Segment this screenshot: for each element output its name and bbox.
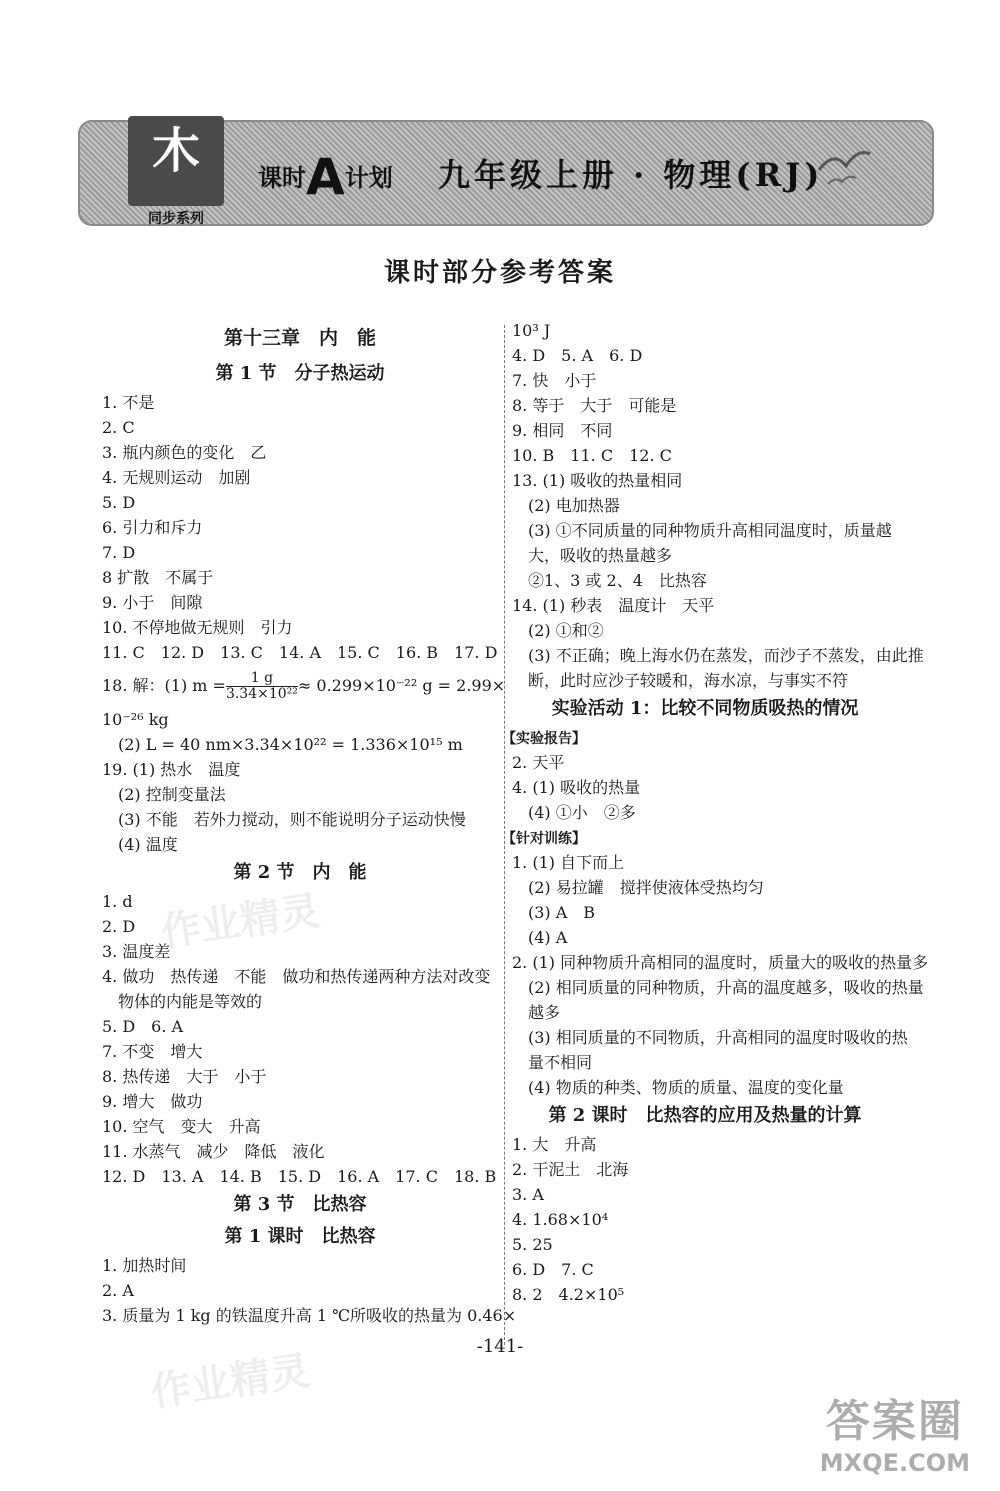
answer-line: 19. (1) 热水 温度 — [102, 760, 241, 779]
answer-line: (4) 物质的种类、物质的质量、温度的变化量 — [528, 1078, 844, 1097]
answer-line: (2) 控制变量法 — [118, 785, 226, 804]
answer-line: 11. 水蒸气 减少 降低 液化 — [102, 1142, 325, 1161]
section-heading: 第 2 课时 比热容的应用及热量的计算 — [548, 1105, 862, 1126]
answer-line: 1. 加热时间 — [102, 1256, 187, 1275]
answer-line: 9. 增大 做功 — [102, 1092, 203, 1111]
answer-line: 10. 不停地做无规则 引力 — [102, 618, 293, 637]
answer-line: 14. (1) 秒表 温度计 天平 — [512, 596, 715, 615]
answer-line: (3) A B — [528, 903, 596, 922]
answer-line: 3. 温度差 — [102, 942, 171, 961]
answer-line: 8. 等于 大于 可能是 — [512, 396, 677, 415]
answer-line: 1. 大 升高 — [512, 1135, 597, 1154]
answer-line: ②1、3 或 2、4 比热容 — [528, 571, 707, 590]
series-pre: 课时 — [258, 164, 306, 192]
answer-line: 3. 瓶内颜色的变化 乙 — [102, 443, 267, 462]
bracket-label-line — [502, 725, 898, 750]
answer-line: 4. 无规则运动 加剧 — [102, 468, 251, 487]
section-heading: 第 1 课时 比热容 — [224, 1226, 376, 1247]
answer-line: 2. 干泥土 北海 — [512, 1160, 629, 1179]
formula-pre: 18. 解：(1) m = — [102, 676, 226, 695]
answer-line: 9. 相同 不同 — [512, 421, 613, 440]
fraction-numerator: 1 g — [226, 671, 298, 687]
answer-line: 2. A — [102, 1281, 134, 1300]
answer-line: 4. D 5. A 6. D — [512, 346, 643, 365]
answer-line: 6. 引力和斥力 — [102, 518, 203, 537]
answer-line: 5. 25 — [512, 1235, 553, 1254]
section-heading: 第 2 节 内 能 — [233, 862, 367, 883]
section-heading: 第 1 节 分子热运动 — [215, 363, 385, 384]
answer-line: 2. 天平 — [512, 753, 565, 772]
answer-line: (2) 易拉罐 搅拌使液体受热均匀 — [528, 878, 764, 897]
answer-line: 量不相同 — [528, 1053, 593, 1072]
bracket-label: 【实验报告】 — [502, 731, 586, 747]
answer-line: 2. (1) 同种物质升高相同的温度时，质量大的吸收的热量多 — [512, 953, 929, 972]
logo-char: 木 — [151, 123, 200, 179]
site-watermark-url: MXQE.COM — [819, 1449, 970, 1477]
answer-line: (3) 相同质量的不同物质，升高相同的温度时吸收的热 — [528, 1028, 908, 1047]
answer-line: (3) 不正确；晚上海水仍在蒸发，而沙子不蒸发，由此推 — [528, 646, 924, 665]
bracket-label: 【针对训练】 — [502, 831, 586, 847]
fraction — [226, 671, 298, 702]
logo-series-label: 同步系列 — [148, 211, 204, 227]
answer-line: (3) 不能 若外力搅动，则不能说明分子运动快慢 — [118, 810, 466, 829]
answer-line: 5. D — [102, 493, 136, 512]
answer-line: 4. 做功 热传递 不能 做功和热传递两种方法对改变 — [102, 967, 491, 986]
answer-line: 8. 2 4.2×10⁵ — [512, 1285, 625, 1304]
answer-line — [102, 665, 506, 707]
answer-line: 3. A — [512, 1185, 544, 1204]
brand-logo — [128, 116, 224, 227]
answer-line: 1. (1) 自下而上 — [512, 853, 625, 872]
series-big-letter: A — [306, 148, 345, 206]
answer-line: 越多 — [528, 1003, 561, 1022]
site-watermark-logo: 答案圈 — [825, 1396, 964, 1447]
answer-line: 9. 小于 间隙 — [102, 593, 203, 612]
header-banner — [78, 120, 934, 226]
answer-line: (2) 电加热器 — [528, 496, 620, 515]
book-title: 九年级上册 · 物理(RJ) — [438, 156, 824, 194]
right-column — [502, 318, 929, 1307]
answer-line: (4) ①小 ②多 — [528, 803, 636, 822]
answer-line: 大，吸收的热量越多 — [528, 546, 673, 565]
answer-line: (3) ①不同质量的同种物质升高相同温度时，质量越 — [528, 521, 892, 540]
answer-line: 6. D 7. C — [512, 1260, 594, 1279]
answer-line: 1. 不是 — [102, 393, 155, 412]
page-number: -141- — [476, 1336, 524, 1357]
answer-line: 物体的内能是等效的 — [118, 992, 263, 1011]
fraction-denominator: 3.34×10²² — [225, 686, 298, 702]
answer-line: 1. d — [102, 892, 133, 911]
answer-line: 13. (1) 吸收的热量相同 — [512, 471, 683, 490]
section-heading: 第 3 节 比热容 — [233, 1194, 367, 1215]
bracket-label-line — [502, 825, 898, 850]
answer-line: 8. 热传递 大于 小于 — [102, 1067, 267, 1086]
answer-line: 8 扩散 不属于 — [102, 568, 214, 587]
chapter-heading: 第十三章 内 能 — [223, 327, 376, 349]
answer-line: 10³ J — [512, 321, 551, 340]
site-watermark — [820, 1385, 970, 1477]
answer-line: 5. D 6. A — [102, 1017, 184, 1036]
answer-line: 10. B 11. C 12. C — [512, 446, 672, 465]
answer-line: 4. (1) 吸收的热量 — [512, 778, 641, 797]
series-post: 计划 — [344, 164, 393, 192]
answer-line: 4. 1.68×10⁴ — [512, 1210, 609, 1229]
watermark-mid: 作业精灵 — [158, 888, 323, 956]
answer-line: (4) A — [528, 928, 568, 947]
answer-line: (2) 相同质量的同种物质，升高的温度越多，吸收的热量 — [528, 978, 924, 997]
answer-line: (4) 温度 — [118, 835, 178, 854]
watermark-bottom: 作业精灵 — [148, 1348, 313, 1416]
answer-line: 11. C 12. D 13. C 14. A 15. C 16. B 17. D — [102, 643, 498, 662]
answer-line: 2. D — [102, 917, 136, 936]
answer-line: 3. 质量为 1 kg 的铁温度升高 1 ℃所吸收的热量为 0.46× — [102, 1306, 517, 1325]
answer-line: (2) ①和② — [528, 621, 604, 640]
left-column — [102, 318, 517, 1328]
answer-line: 7. 快 小于 — [512, 371, 597, 390]
bird-icon — [814, 140, 874, 190]
answer-line: (2) L = 40 nm×3.34×10²² = 1.336×10¹⁵ m — [118, 735, 463, 754]
answer-line: 7. D — [102, 543, 136, 562]
answer-line: 7. 不变 增大 — [102, 1042, 203, 1061]
formula-post: ≈ 0.299×10⁻²² g = 2.99× — [297, 676, 506, 695]
answer-line: 10⁻²⁶ kg — [102, 710, 169, 729]
answer-line: 2. C — [102, 418, 135, 437]
answer-line: 12. D 13. A 14. B 15. D 16. A 17. C 18. B — [102, 1167, 497, 1186]
answer-line: 断，此时应沙子较暖和，海水凉，与事实不符 — [528, 671, 849, 690]
section-heading: 实验活动 1：比较不同物质吸热的情况 — [551, 698, 859, 719]
page-title: 课时部分参考答案 — [383, 258, 616, 288]
answer-line: 10. 空气 变大 升高 — [102, 1117, 261, 1136]
series-name — [258, 148, 393, 206]
